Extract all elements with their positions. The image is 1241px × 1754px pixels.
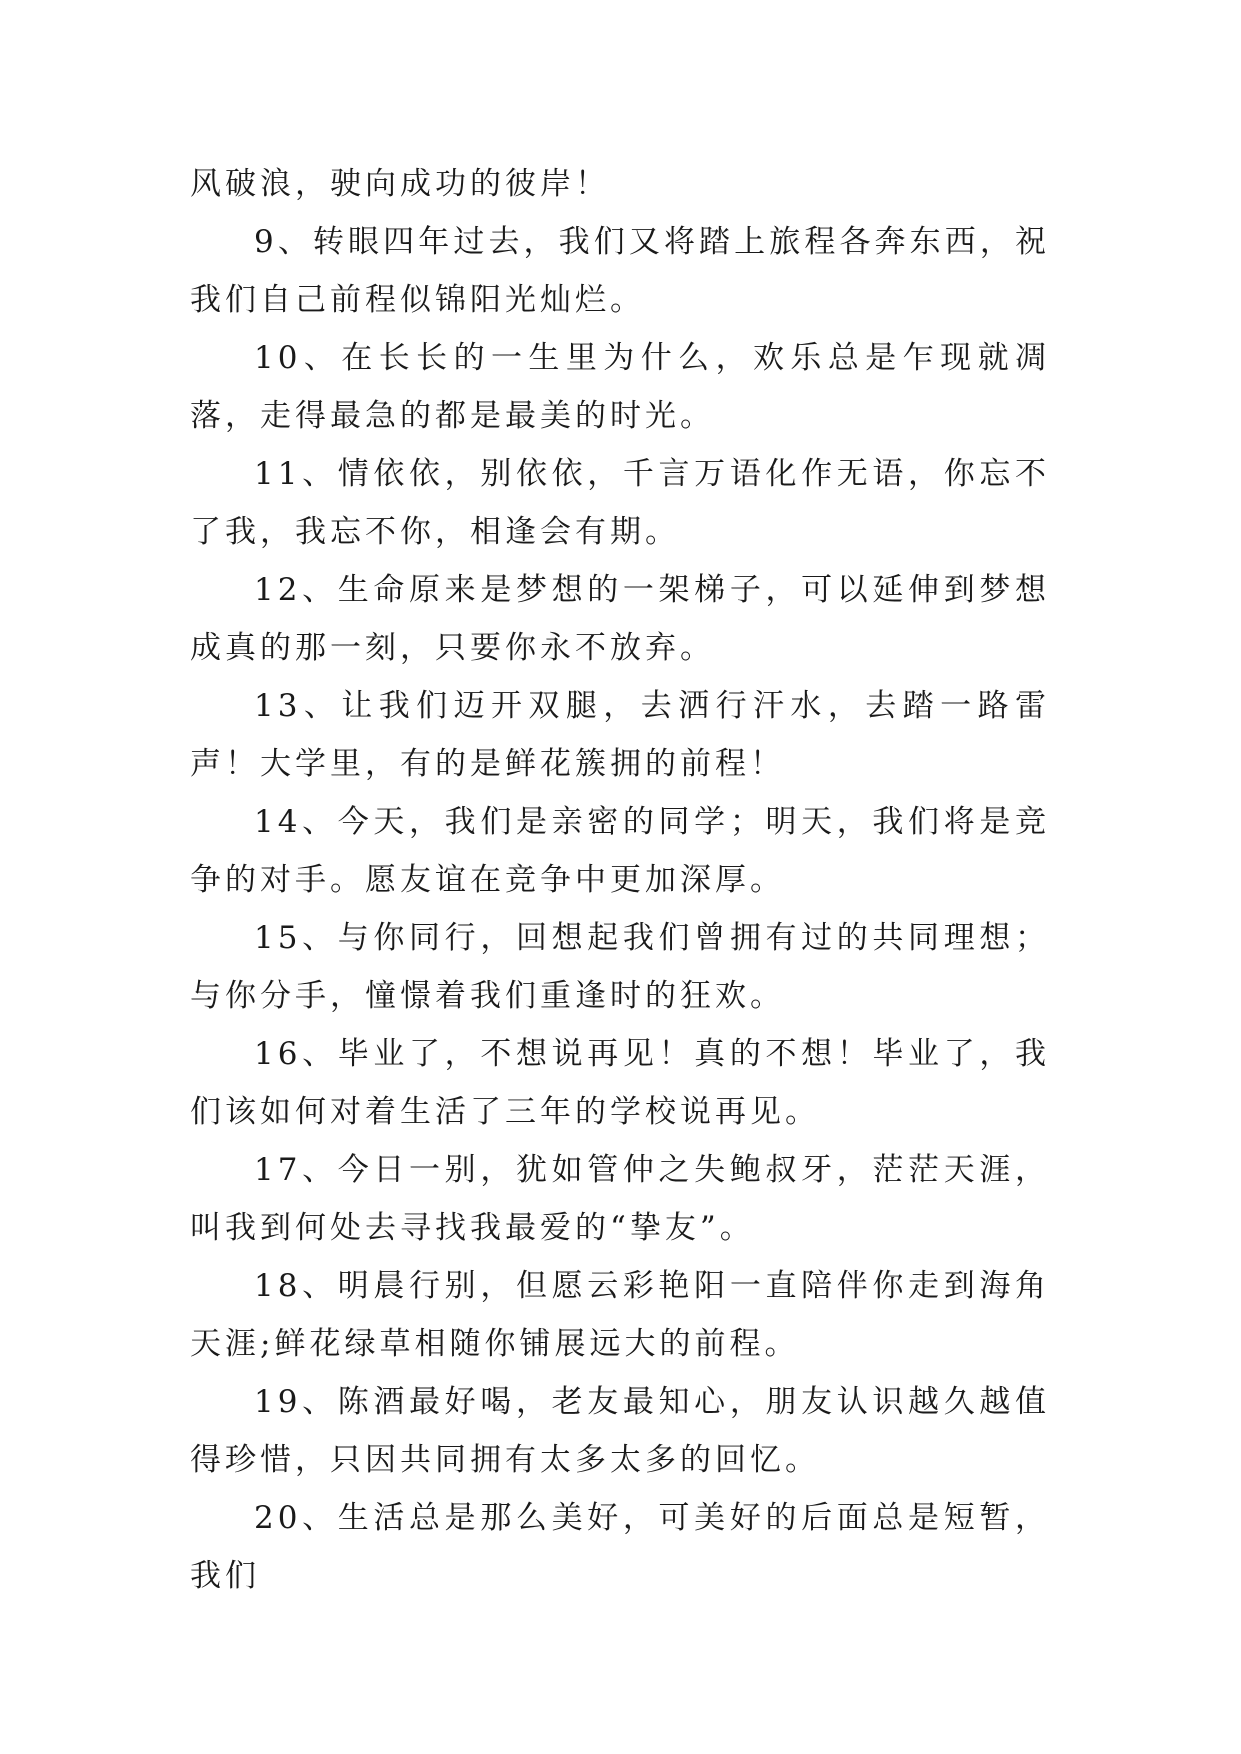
paragraph-item-20: 20、生活总是那么美好，可美好的后面总是短暂，我们 xyxy=(190,1500,1050,1594)
paragraph-item-9: 9、转眼四年过去，我们又将踏上旅程各奔东西，祝我们自己前程似锦阳光灿烂。 xyxy=(190,224,1050,318)
document-body xyxy=(190,155,1050,1605)
paragraph-item-14: 14、今天，我们是亲密的同学；明天，我们将是竞争的对手。愿友谊在竞争中更加深厚。 xyxy=(190,804,1050,898)
paragraph-item-19: 19、陈酒最好喝，老友最知心，朋友认识越久越值得珍惜，只因共同拥有太多太多的回忆。 xyxy=(190,1384,1050,1478)
paragraph-item-11: 11、情依依，别依依，千言万语化作无语，你忘不了我，我忘不你，相逢会有期。 xyxy=(190,456,1050,550)
paragraph-continuation: 风破浪，驶向成功的彼岸！ xyxy=(190,166,610,202)
paragraph-item-15: 15、与你同行，回想起我们曾拥有过的共同理想；与你分手，憧憬着我们重逢时的狂欢。 xyxy=(190,920,1050,1014)
paragraph-item-18: 18、明晨行别，但愿云彩艳阳一直陪伴你走到海角天涯;鲜花绿草相随你铺展远大的前程。 xyxy=(190,1268,1050,1362)
paragraph-item-13: 13、让我们迈开双腿，去洒行汗水，去踏一路雷声！大学里，有的是鲜花簇拥的前程！ xyxy=(190,688,1050,782)
paragraph-item-16: 16、毕业了，不想说再见！真的不想！毕业了，我们该如何对着生活了三年的学校说再见。 xyxy=(190,1036,1050,1130)
paragraph-item-17: 17、今日一别，犹如管仲之失鲍叔牙，茫茫天涯，叫我到何处去寻找我最爱的“挚友”。 xyxy=(190,1152,1050,1246)
paragraph-item-10: 10、在长长的一生里为什么，欢乐总是乍现就凋落，走得最急的都是最美的时光。 xyxy=(190,340,1050,434)
paragraph-item-12: 12、生命原来是梦想的一架梯子，可以延伸到梦想成真的那一刻，只要你永不放弃。 xyxy=(190,572,1050,666)
